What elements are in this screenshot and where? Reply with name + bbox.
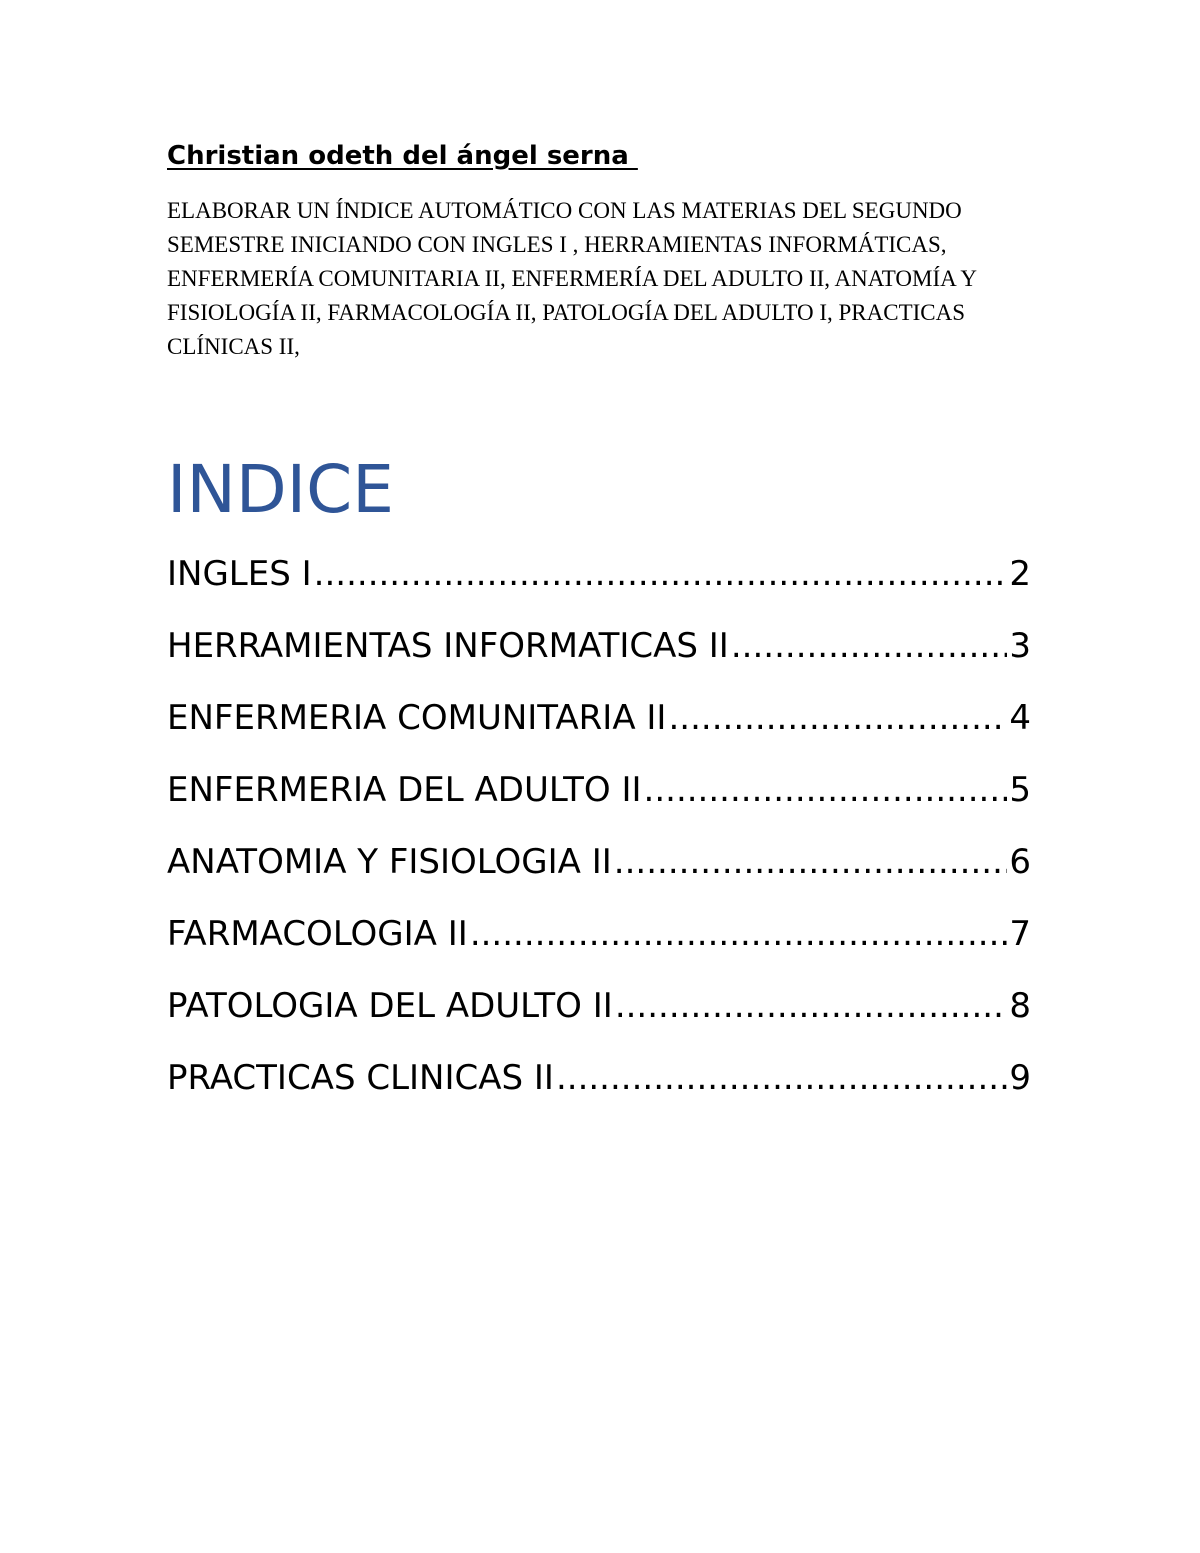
toc-entry-enfermeria-adulto[interactable] xyxy=(167,754,1031,826)
toc-dot-leader xyxy=(614,826,1008,898)
toc-entry-title: FARMACOLOGIA II xyxy=(167,914,468,954)
toc-dot-leader xyxy=(314,538,1008,610)
toc-entry-page: 7 xyxy=(1009,914,1031,954)
toc-entry-title: PRACTICAS CLINICAS II xyxy=(167,1058,554,1098)
toc-entry-title: PATOLOGIA DEL ADULTO II xyxy=(167,986,613,1026)
toc-entry-page: 3 xyxy=(1009,626,1031,666)
toc-dot-leader xyxy=(668,682,1007,754)
toc-dot-leader xyxy=(470,898,1008,970)
toc-entry-title: ANATOMIA Y FISIOLOGIA II xyxy=(167,842,612,882)
toc-entry-page: 6 xyxy=(1009,842,1031,882)
toc-entry-enfermeria-comunitaria[interactable] xyxy=(167,682,1031,754)
toc-entry-herramientas[interactable] xyxy=(167,610,1031,682)
toc-entry-page: 8 xyxy=(1009,986,1031,1026)
toc-entry-farmacologia[interactable] xyxy=(167,898,1031,970)
toc-entry-page: 4 xyxy=(1009,698,1031,738)
toc-dot-leader xyxy=(615,970,1008,1042)
toc-dot-leader xyxy=(556,1042,1007,1114)
toc-entry-page: 2 xyxy=(1009,554,1031,594)
author-name: Christian odeth del ángel serna xyxy=(167,141,638,171)
toc-entry-anatomia[interactable] xyxy=(167,826,1031,898)
toc-dot-leader xyxy=(731,610,1008,682)
table-of-contents xyxy=(167,538,1031,1114)
toc-entry-title: ENFERMERIA DEL ADULTO II xyxy=(167,770,642,810)
toc-dot-leader xyxy=(644,754,1008,826)
toc-heading: INDICE xyxy=(167,451,394,528)
toc-entry-page: 5 xyxy=(1009,770,1031,810)
toc-entry-practicas[interactable] xyxy=(167,1042,1031,1114)
toc-entry-ingles[interactable] xyxy=(167,538,1031,610)
toc-entry-title: ENFERMERIA COMUNITARIA II xyxy=(167,698,667,738)
toc-entry-page: 9 xyxy=(1009,1058,1031,1098)
toc-entry-title: HERRAMIENTAS INFORMATICAS II xyxy=(167,626,729,666)
toc-entry-patologia[interactable] xyxy=(167,970,1031,1042)
document-body xyxy=(167,138,1031,1114)
toc-entry-title: INGLES I xyxy=(167,554,312,594)
assignment-instructions: ELABORAR UN ÍNDICE AUTOMÁTICO CON LAS MATERIAS DEL SEGUNDO SEMESTRE INICIANDO CON INGLES I , HERRAMIENTAS INFORMÁTICAS, ENFERMERÍA COMUNITARIA II, ENFERMERÍA DEL ADULTO II, ANATOMÍA Y FISIOLOGÍA II, FARMACOLOGÍA II, PATOLOGÍA DEL ADULTO I, PRACTICAS CLÍNICAS II, xyxy=(167,198,977,359)
